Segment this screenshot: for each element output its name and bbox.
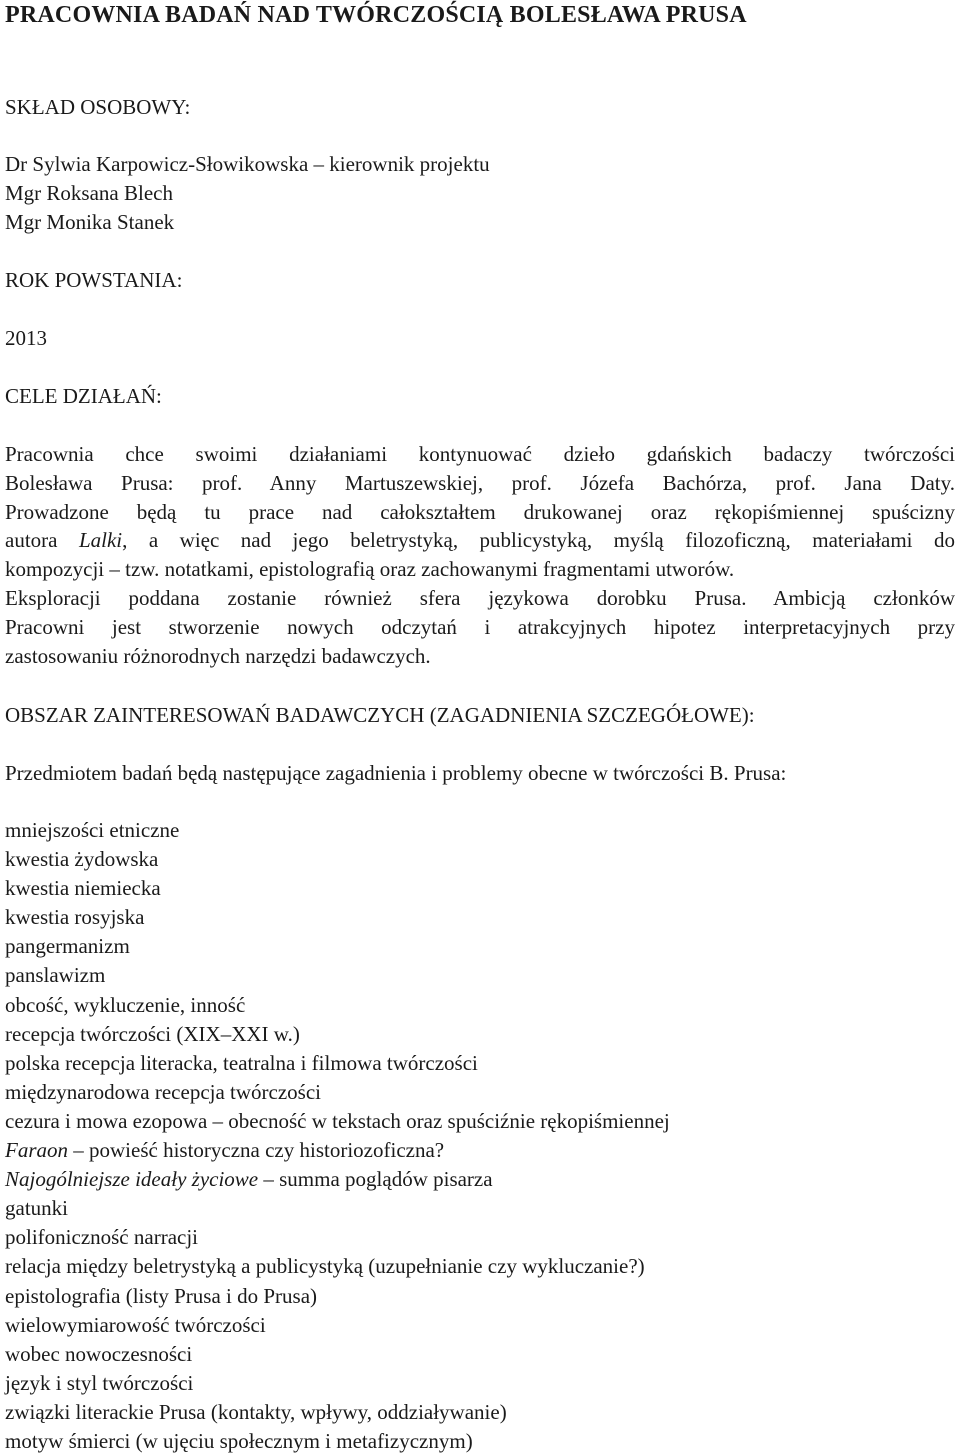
scope-heading: OBSZAR ZAINTERESOWAŃ BADAWCZYCH (ZAGADNIENIA SZCZEGÓŁOWE): [5,703,755,727]
topics-list [5,816,670,1456]
list-item: motyw śmierci (w ujęciu społecznym i metafizycznym) [5,1428,473,1453]
list-item: obcość, wykluczenie, inność [5,992,246,1017]
goals-line: Pracowni jest stworzenie nowych odczytań i atrakcyjnych hipotez interpretacyjnych przy [5,614,955,639]
list-item: cezura i mowa ezopowa – obecność w tekstach oraz spuściźnie rękopiśmiennej [5,1108,670,1133]
goals-line: Bolesława Prusa: prof. Anny Martuszewskiej, prof. Józefa Bachórza, prof. Jana Daty. [5,470,955,495]
goals-line: zastosowaniu różnorodnych narzędzi badawczych. [5,643,431,668]
list-item: wobec nowoczesności [5,1341,193,1366]
list-item: relacja między beletrystyką a publicystyką (uzupełnianie czy wykluczanie?) [5,1254,645,1279]
list-item: kwestia rosyjska [5,905,145,930]
list-item: mniejszości etniczne [5,818,180,842]
list-item: wielowymiarowość twórczości [5,1312,266,1337]
scope-intro: Przedmiotem badań będą następujące zagadnienia i problemy obecne w twórczości B. Prusa: [5,761,787,785]
list-item: polska recepcja literacka, teatralna i filmowa twórczości [5,1050,478,1075]
list-item: język i styl twórczości [5,1370,194,1395]
list-item: panslawizm [5,963,106,988]
goals-line: Prowadzone będą tu prace nad całokształtem drukowanej oraz rękopiśmiennej spuścizny [5,499,955,524]
list-item: międzynarodowa recepcja twórczości [5,1079,322,1104]
goals-line: kompozycji – tzw. notatkami, epistolografią oraz zachowanymi fragmentami utworów. [5,557,735,582]
goals-line: Pracownia chce swoimi działaniami kontynuować dzieło gdańskich badaczy twórczości [5,442,955,466]
list-item: Faraon – powieść historyczna czy historiozoficzna? [5,1138,445,1163]
goals-heading: CELE DZIAŁAŃ: [5,384,162,408]
goals-paragraph [5,440,955,670]
list-item: kwestia żydowska [5,847,159,872]
goals-line: autora Lalki, a więc nad jego beletrystyką, publicystyką, myślą filozoficzną, materiałami do [5,528,955,553]
founded-year: 2013 [5,326,47,350]
list-item: polifoniczność narracji [5,1225,198,1250]
staff-member: Dr Sylwia Karpowicz-Słowikowska – kierownik projektu [5,152,490,176]
staff-member: Mgr Roksana Blech [5,181,173,205]
list-item: związki literackie Prusa (kontakty, wpływy, oddziaływanie) [5,1399,507,1424]
staff-member: Mgr Monika Stanek [5,210,175,234]
goals-line: Eksploracji poddana zostanie również sfera językowa dorobku Prusa. Ambicją członków [5,585,955,610]
list-item: gatunki [5,1196,68,1221]
list-item: pangermanizm [5,934,130,959]
founded-heading: ROK POWSTANIA: [5,268,183,292]
list-item: epistolografia (listy Prusa i do Prusa) [5,1283,318,1308]
list-item: kwestia niemiecka [5,876,161,901]
list-item: recepcja twórczości (XIX–XXI w.) [5,1021,300,1046]
document-title: PRACOWNIA BADAŃ NAD TWÓRCZOŚCIĄ BOLESŁAWA PRUSA [5,2,747,28]
staff-heading: SKŁAD OSOBOWY: [5,95,191,119]
list-item: Najogólniejsze ideały życiowe – summa poglądów pisarza [5,1167,493,1192]
